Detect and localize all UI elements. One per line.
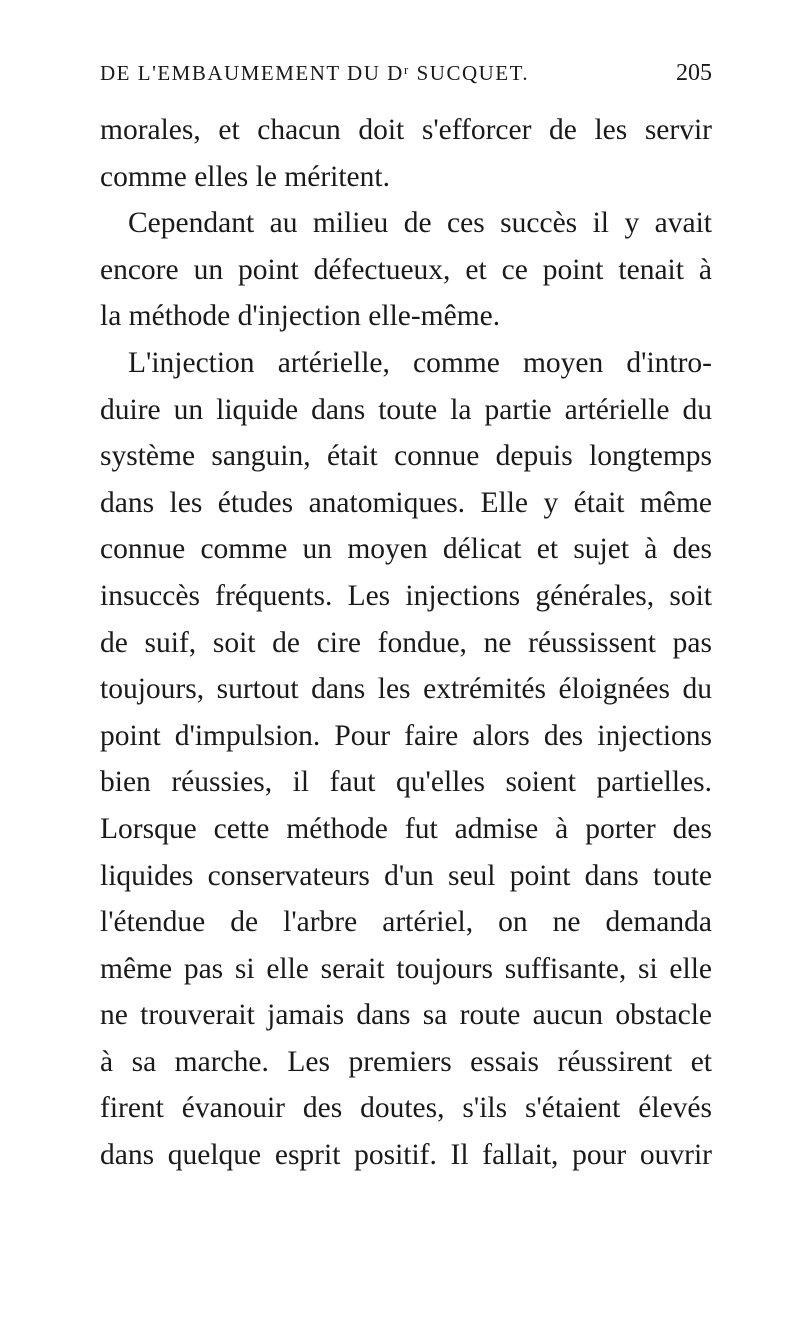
text-line: bien réussies, il faut qu'elles soient partielles. bbox=[100, 766, 712, 799]
page-number: 205 bbox=[676, 60, 712, 86]
text-line: Lorsque cette méthode fut admise à porter des bbox=[100, 812, 712, 845]
text-line: dans quelque esprit positif. Il fallait, pour ouvrir bbox=[100, 1139, 712, 1172]
text-line: ne trouverait jamais dans sa route aucun obstacle bbox=[100, 999, 712, 1032]
paragraph-start-line: Cependant au milieu de ces succès il y avait bbox=[128, 207, 712, 240]
text-line: morales, et chacun doit s'efforcer de les servir bbox=[100, 114, 712, 146]
text-line: l'étendue de l'arbre artériel, on ne demanda bbox=[100, 906, 712, 939]
text-line: liquides conservateurs d'un seul point dans toute bbox=[100, 859, 712, 892]
text-line: connue comme un moyen délicat et sujet à des bbox=[100, 533, 712, 566]
text-line: point d'impulsion. Pour faire alors des injections bbox=[100, 719, 712, 752]
text-line: même pas si elle serait toujours suffisante, si elle bbox=[100, 952, 712, 985]
text-line: firent évanouir des doutes, s'ils s'étaient élevés bbox=[100, 1092, 712, 1125]
paragraph-start-line: L'injection artérielle, comme moyen d'intro- bbox=[128, 346, 712, 379]
text-line: la méthode d'injection elle-même. bbox=[100, 300, 501, 333]
text-line: de suif, soit de cire fondue, ne réussissent pas bbox=[100, 626, 712, 659]
text-line: comme elles le méritent. bbox=[100, 160, 390, 193]
text-line: à sa marche. Les premiers essais réussirent et bbox=[100, 1045, 712, 1078]
body-text bbox=[100, 107, 712, 1179]
text-line: duire un liquide dans toute la partie artérielle du bbox=[100, 393, 712, 426]
running-title: DE L'EMBAUMEMENT DU Dʳ SUCQUET. bbox=[100, 61, 530, 85]
text-line: dans les études anatomiques. Elle y était même bbox=[100, 486, 712, 519]
text-line: système sanguin, était connue depuis longtemps bbox=[100, 440, 712, 473]
text-line: insuccès fréquents. Les injections générales, soit bbox=[100, 579, 712, 612]
running-head bbox=[100, 56, 712, 90]
text-line: toujours, surtout dans les extrémités éloignées du bbox=[100, 673, 712, 706]
text-line: encore un point défectueux, et ce point tenait à bbox=[100, 253, 712, 286]
